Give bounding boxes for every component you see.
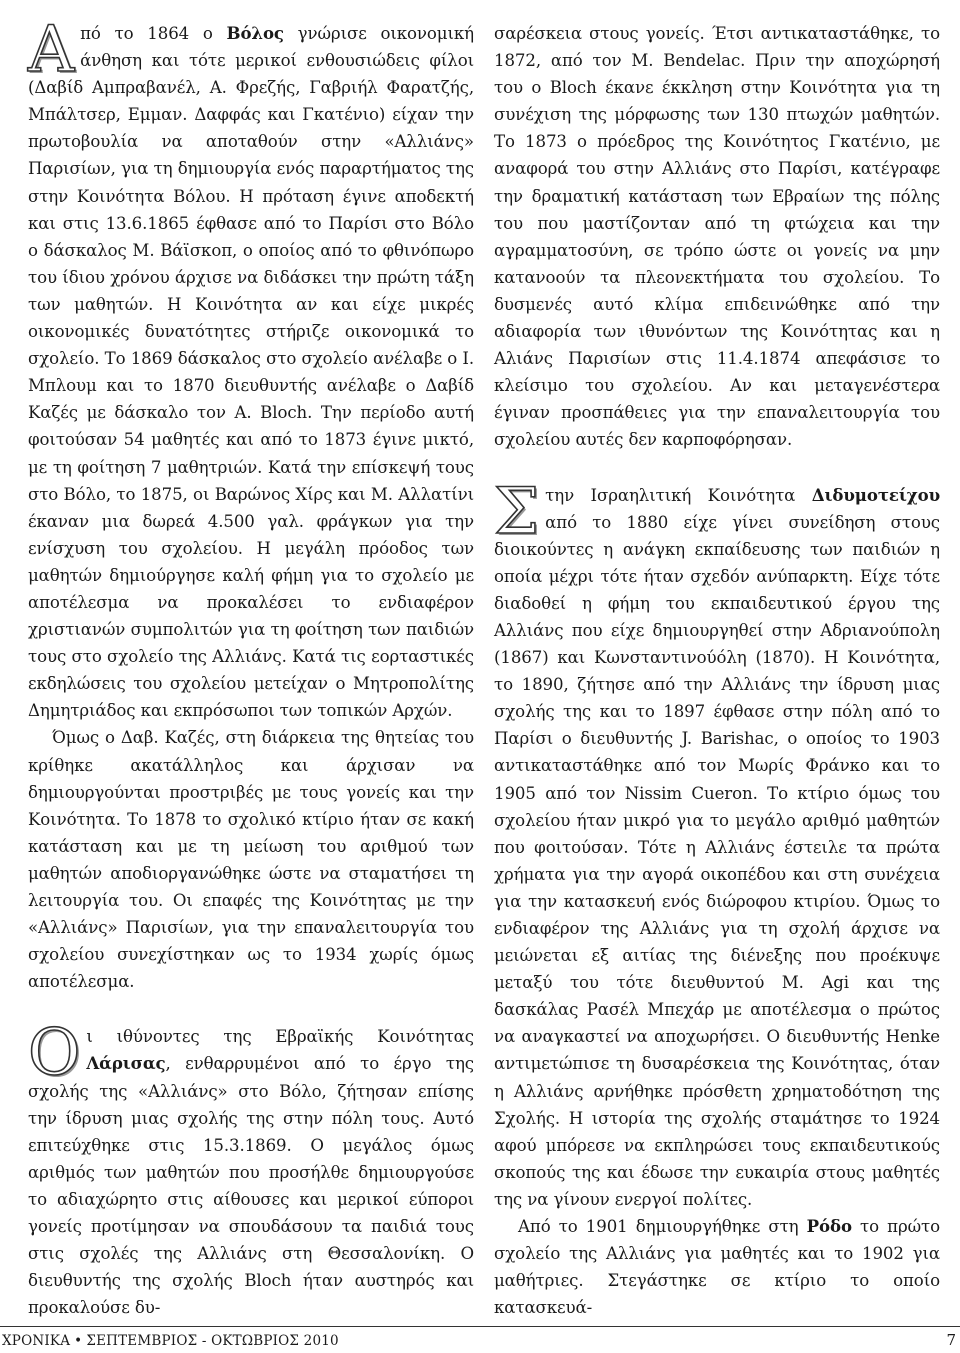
- footer-publication: [2, 1333, 339, 1349]
- page-number: 7: [946, 1331, 956, 1349]
- right-column: [494, 20, 940, 1321]
- drop-cap: Σ: [494, 474, 540, 549]
- text-span: ι ιθύνοντες της Εβραϊκής Κοινότητας: [86, 1027, 474, 1047]
- text-span: πό το 1864 ο: [80, 24, 227, 43]
- text-span: Από το 1901 δημιουργήθηκε στη: [518, 1217, 807, 1237]
- footer-separator: •: [74, 1333, 83, 1349]
- text-span: το πρώτο σχολείο της Αλλιάνς για μαθητές και το 1902 για μαθήτριες. Στεγάστηκε σε κτίριο το οποίο κατασκευά-: [494, 1217, 941, 1318]
- drop-cap: Α: [28, 13, 75, 87]
- paragraph-larisa: [28, 1016, 474, 1321]
- bold-place: Λάρισας: [86, 1053, 166, 1074]
- footer-date: ΣΕΠΤΕΜΒΡΙΟΣ - ΟΚΤΩΒΡΙΟΣ 2010: [86, 1333, 339, 1349]
- text-span: γνώρισε οικονομική άνθηση και τότε μερικοί ενθουσιώδεις φίλοι (Δαβίδ Αμπραβανέλ, Α. Φρεζής, Γαβριήλ Φαρατζής, Μπάλτσερ, Εμμαν. Δαφφάς και Γκατένιο) είχαν την πρωτοβουλία να αποταθούν στην «Αλλιάνς» Παρισίων, για τη δημιουργία ενός παραρτήματος της στην Κοινότητα Βόλου. Η πρόταση έγινε αποδεκτή και στις 13.6.1865 έφθασε από το Παρίσι στο Βόλο ο δάσκαλος Μ. Βάϊσκοπ, ο οποίος από το φθινόπωρο του ίδιου χρόνου άρχισε να διδάσκει την πρώτη τάξη των μαθητών. Η Κοινότητα αν και είχε μικρές οικονομικές δυνατότητες στήριζε οικονομικά το σχολείο. Το 1869 δάσκαλος στο σχολείο ανέλαβε ο Ι. Μπλουμ και το 1870 διευθυντής ανέλαβε ο Δαβίδ Καζές με δάσκαλο τον Α. Bloch. Την περίοδο αυτή φοιτούσαν 54 μαθητές και από το 1873 έγινε μικτό, με τη φοίτηση 7 μαθητριών. Κατά την επίσκεψή τους στο Βόλο, το 1875, οι Βαρώνος Χίρς και Μ. Αλλατίνι έκαναν μια δωρεά 4.500 γαλ. φράγκων για την ενίσχυση του σχολείου. Η μεγάλη πρόοδος των μαθητών δημιούργησε καλή φήμη για το σχολείο με αποτέλεσμα να προκαλέσει το ενδιαφέρον χριστιανών συμπολιτών για τη φοίτηση των παιδιών τους στο σχολείο της Αλλιάνς. Κατά τις εορταστικές εκδηλώσεις του σχολείου μετείχαν ο Μητροπολίτης Δημητριάδος και εκπρόσωποι των τοπικών Αρχών.: [28, 24, 474, 721]
- paragraph-didymoteicho: [494, 474, 940, 1214]
- paragraph-volos: [28, 13, 474, 724]
- text-span: , ενθαρρυμένοι από το έργο της σχολής της «Αλλιάνς» στο Βόλο, ζήτησαν επίσης την ίδρυση μιας σχολής της στην πόλη τους. Αυτό επιτεύχθηκε στις 15.3.1869. Ο μεγάλος όμως αριθμός των μαθητών που προσήλθε δημιουργούσε το αδιαχώρητο στις αίθουσες και μερικοί εύποροι γονείς προτίμησαν να σπουδάσουν τα παιδιά τους στις σχολές της Αλλιάνς στη Θεσσαλονίκη. Ο διευθυντής της σχολής Bloch ήταν αυστηρός και προκαλούσε δυ-: [28, 1054, 474, 1318]
- drop-cap: Ο: [28, 1016, 81, 1091]
- footer-pub-name: ΧΡΟΝΙΚΑ: [2, 1333, 71, 1349]
- bold-place: Ρόδο: [806, 1216, 852, 1237]
- footer-rule: [0, 1326, 960, 1327]
- paragraph-larisa-cont: σαρέσκεια στους γονείς. Έτσι αντικαταστάθηκε, το 1872, από τον Μ. Bendelac. Πριν την αποχώρησή του ο Bloch έκανε έκκληση στην Κοινότητα για τη συνέχιση της μόρφωσης των 130 πτωχών μαθητών. Το 1873 ο πρόεδρος της Κοινότητος Γκατένιο, με αναφορά του στην Αλλιάνς στο Παρίσι, κατέγραφε την δραματική κατάσταση των Εβραίων της πόλης του που μαστίζονταν από τη φτώχεια και την αγραμματοσύνη, σε τρόπο ώστε οι γονείς να μην κατανοούν τα πλεονεκτήματα του σχολείου. Το δυσμενές αυτό κλίμα επιδεινώθηκε από την αδιαφορία των ιθυνόντων της Κοινότητας και η Αλιάνς Παρισίων στις 11.4.1874 απεφάσισε το κλείσιμο του σχολείου. Αν και μεταγενέστερα έγιναν προσπάθειες για την επαναλειτουργία του σχολείου αυτές δεν καρποφόρησαν.: [494, 24, 940, 450]
- text-span: από το 1880 είχε γίνει συνείδηση στους διοικούντες η ανάγκη εκπαίδευσης των παιδιών η οποία μέχρι τότε ήταν σχεδόν ανύπαρκτη. Είχε τότε διαδοθεί η φήμη του εκπαιδευτικού έργου της Αλλιάνς που είχε δημιουργηθεί στην Αδριανούπολη (1867) και Κωνσταντινούόλη (1870). Η Κοινότητα, το 1890, ζήτησε από την Αλλιάνς την ίδρυση μιας σχολής της και το 1897 έφθασε στην πόλη από το Παρίσι ο διευθυντής J. Barishac, ο οποίος το 1903 αντικαταστάθηκε από τον Μωρίς Φράνκο και το 1905 από τον Nissim Cueron. Το κτίριο όμως του σχολείου ήταν μικρό για το μεγάλο αριθμό μαθητών που φοιτούσαν. Τότε η Αλλιάνς έστειλε τα πρώτα χρήματα για την αγορά οικοπέδου και στη συνέχεια για την κατασκευή ενός διώροφου κτιρίου. Όμως το ενδιαφέρον της Αλλιάνς για τη σχολή άρχισε να μειώνεται εξ αιτίας της διένεξης που προέκυψε μεταξύ του τότε διευθυντού Μ. Agi και της δασκάλας Ρασέλ Μπεχάρ με αποτέλεσμα ο πρώτος να αναγκαστεί να αποχωρήσει. Ο διευθυντής Henke αντιμετώπισε τη δυσαρέσκεια της Κοινότητας, όταν η Αλλιάνς αρνήθηκε πρόσθετη χρηματοδότηση της Σχολής. Η ιστορία της σχολής σταμάτησε το 1924 αφού μπόρεσε να εκπληρώσει τους εκπαιδευτικούς σκοπούς της και έδωσε την ευκαιρία στους μαθητές της να γίνουν ενεργοί πολίτες.: [494, 512, 940, 1209]
- left-column: [28, 13, 474, 1321]
- bold-place: Βόλος: [226, 23, 284, 43]
- paragraph-rodos: [494, 1213, 940, 1321]
- text-span: την Ισραηλιτική Κοινότητα: [545, 485, 812, 505]
- paragraph-kazes: Όμως ο Δαβ. Καζές, στη διάρκεια της θητείας του κρίθηκε ακατάλληλος και άρχισαν να δημιουργούνται προστριβές με τους γονείς και την Κοινότητα. Το 1878 το σχολικό κτίριο ήταν σε κακή κατάσταση και με τη μείωση του αριθμού των μαθητών αποδιοργανώθηκε ώστε να σταματήσει τη λειτουργία του. Οι επαφές της Κοινότητας με την «Αλλιάνς» Παρισίων, για την επαναλειτουργία του σχολείου συνεχίστηκαν ως το 1934 χωρίς όμως αποτέλεσμα.: [28, 728, 474, 992]
- bold-place: Διδυμοτείχου: [811, 484, 940, 505]
